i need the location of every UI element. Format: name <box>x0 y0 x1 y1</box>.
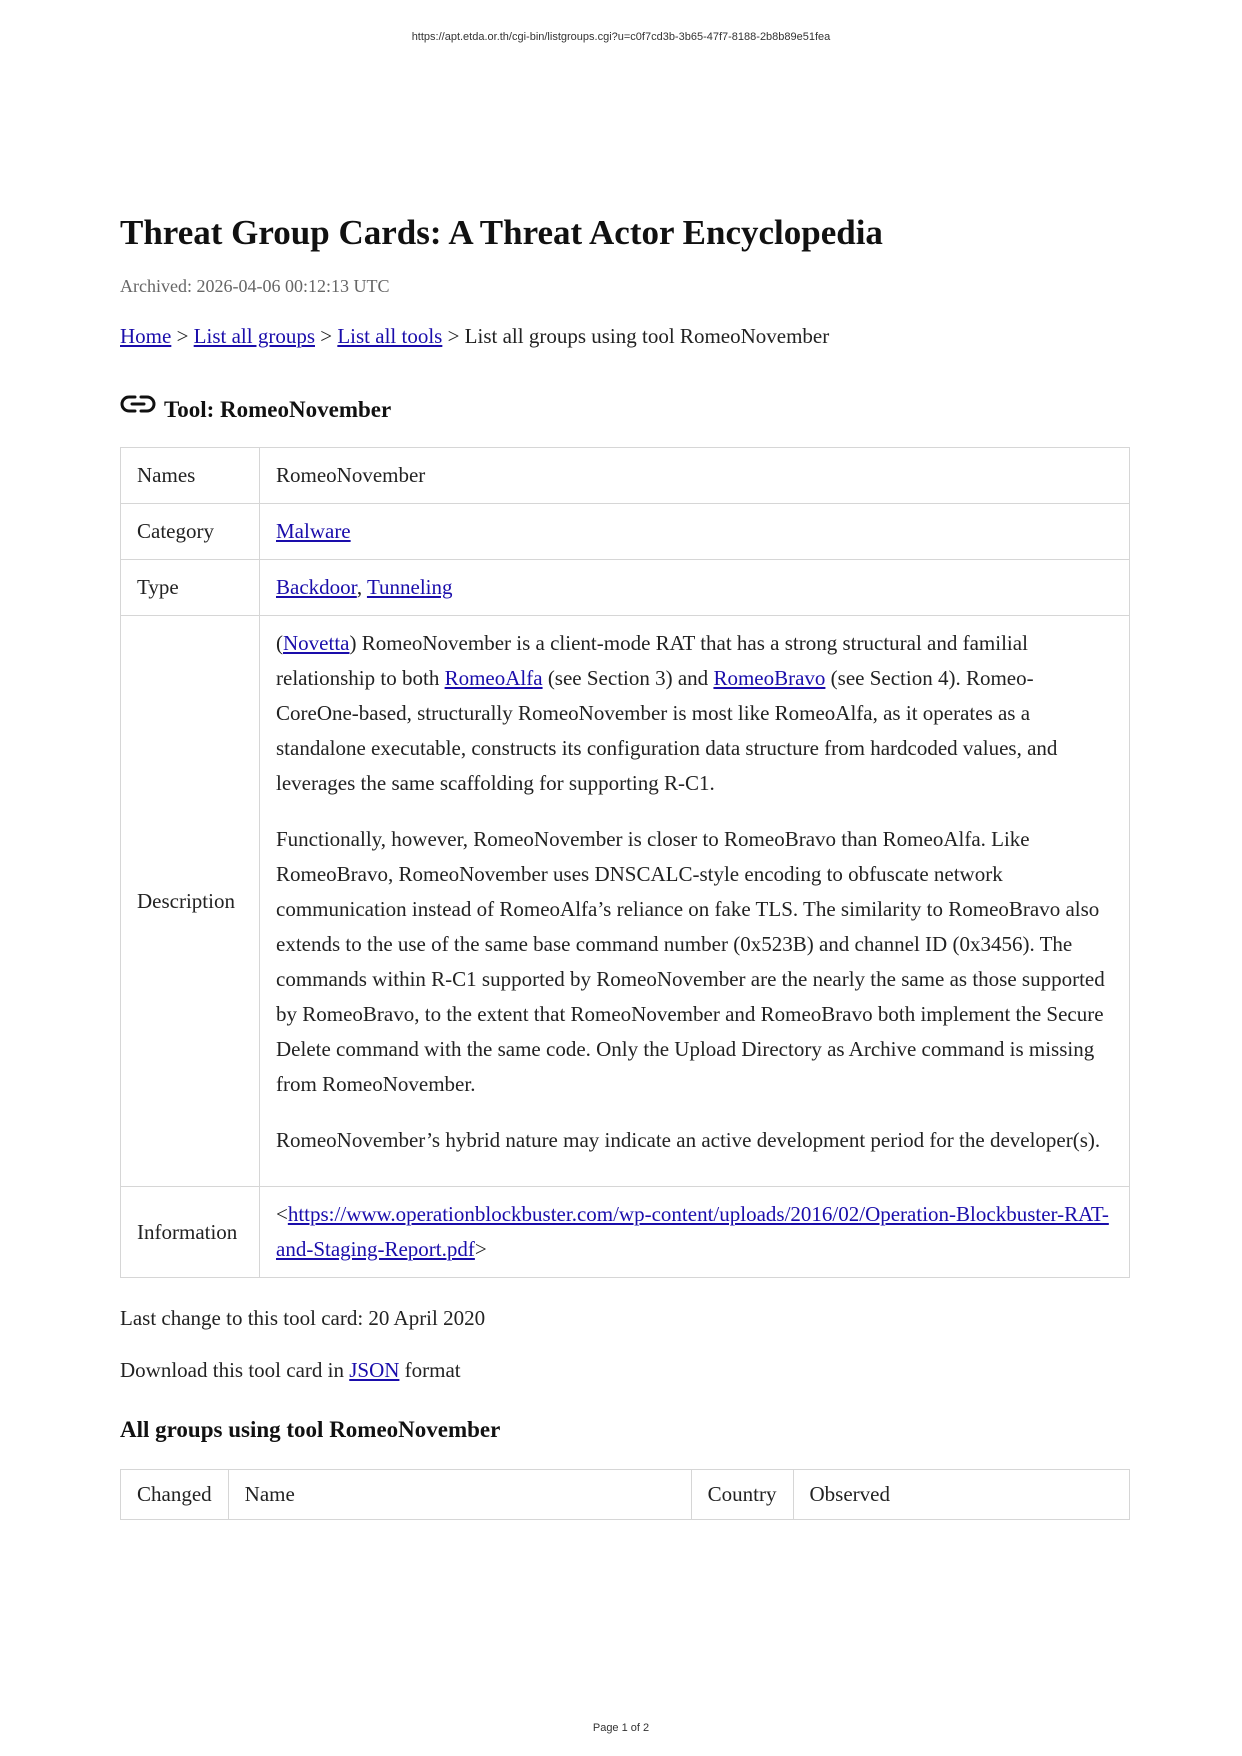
breadcrumb-current: > List all groups using tool RomeoNovember <box>442 324 830 348</box>
description-text: ) RomeoNovember is a client-mode RAT that has a strong structural and familial relationship to both <box>276 631 1028 690</box>
category-label: Category <box>121 504 260 560</box>
groups-section-heading: All groups using tool RomeoNovember <box>120 1417 501 1442</box>
type-label: Type <box>121 560 260 616</box>
groups-table <box>120 1469 1130 1520</box>
column-header-country[interactable]: Country <box>691 1470 793 1520</box>
download-suffix: format <box>399 1358 461 1382</box>
category-row <box>121 504 1130 560</box>
description-paragraph-2: Functionally, however, RomeoNovember is closer to RomeoBravo than RomeoAlfa. Like RomeoBravo, RomeoNovember uses DNSCALC-style encoding to obfuscate network communication instead of RomeoAlfa’s reliance on fake TLS. The similarity to RomeoBravo also extends to the use of the same base command number (0x523B) and channel ID (0x3456). The commands within R-C1 supported by RomeoNovember are the nearly the same as those supported by RomeoBravo, to the extent that RomeoNovember and RomeoBravo both implement the Secure Delete command with the same code. Only the Upload Directory as Archive command is missing from RomeoNovember. <box>276 827 1105 1096</box>
category-value <box>260 504 1130 560</box>
romeoalfa-link[interactable]: RomeoAlfa <box>444 666 543 690</box>
breadcrumb-home-link[interactable]: Home <box>120 324 172 348</box>
breadcrumb-groups-link[interactable]: List all groups <box>193 324 315 348</box>
type-separator: , <box>356 575 367 599</box>
breadcrumb <box>120 324 1130 349</box>
type-backdoor-link[interactable]: Backdoor <box>276 575 357 599</box>
page-title: Threat Group Cards: A Threat Actor Encyclopedia <box>120 213 883 252</box>
description-paragraph-1 <box>276 626 1113 801</box>
archived-timestamp: Archived: 2026-04-06 00:12:13 UTC <box>120 276 390 296</box>
breadcrumb-separator: > <box>315 324 338 348</box>
tool-info-table <box>120 447 1130 1278</box>
report-url-link[interactable]: https://www.operationblockbuster.com/wp-content/uploads/2016/02/Operation-Blockbuster-RAT-and-Staging-Report.pdf <box>276 1202 1109 1261</box>
type-tunneling-link[interactable]: Tunneling <box>366 575 453 599</box>
names-row <box>121 448 1130 504</box>
groups-header-row <box>121 1470 1130 1520</box>
description-label: Description <box>121 616 260 1187</box>
description-text: (see Section 4). Romeo-CoreOne-based, structurally RomeoNovember is most like RomeoAlfa, as it operates as a standalone executable, constructs its configuration data structure from hardcoded values, and leverages the same scaffolding for supporting R-C1. <box>276 666 1058 795</box>
angle-open: < <box>276 1202 288 1226</box>
print-url-header: https://apt.etda.or.th/cgi-bin/listgroups.cgi?u=c0f7cd3b-3b65-47f7-8188-2b8b89e51fea <box>411 31 831 43</box>
description-value <box>260 616 1130 1187</box>
names-value: RomeoNovember <box>260 448 1130 504</box>
description-text: (see Section 3) and <box>542 666 714 690</box>
names-label: Names <box>121 448 260 504</box>
column-header-observed[interactable]: Observed <box>793 1470 1130 1520</box>
type-row <box>121 560 1130 616</box>
download-prefix: Download this tool card in <box>120 1358 350 1382</box>
breadcrumb-separator: > <box>171 324 194 348</box>
romeobravo-link[interactable]: RomeoBravo <box>713 666 826 690</box>
tool-heading <box>120 391 1130 423</box>
type-value <box>260 560 1130 616</box>
link-icon[interactable] <box>120 391 156 417</box>
column-header-changed[interactable]: Changed <box>121 1470 229 1520</box>
breadcrumb-tools-link[interactable]: List all tools <box>337 324 443 348</box>
paren-open: ( <box>276 631 283 655</box>
page-number: Page 1 of 2 <box>592 1722 650 1734</box>
main-content <box>120 212 1130 1520</box>
category-malware-link[interactable]: Malware <box>276 519 351 543</box>
download-line <box>120 1358 1130 1383</box>
information-row <box>121 1187 1130 1278</box>
description-paragraph-3: RomeoNovember’s hybrid nature may indicate an active development period for the developer(s). <box>276 1128 1101 1152</box>
information-value <box>260 1187 1130 1278</box>
angle-close: > <box>474 1237 487 1261</box>
last-change-text: Last change to this tool card: 20 April 2020 <box>120 1306 486 1330</box>
information-label: Information <box>121 1187 260 1278</box>
column-header-name[interactable]: Name <box>228 1470 691 1520</box>
source-novetta-link[interactable]: Novetta <box>283 631 350 655</box>
tool-title: Tool: RomeoNovember <box>164 397 392 422</box>
description-row <box>121 616 1130 1187</box>
json-download-link[interactable]: JSON <box>349 1358 400 1382</box>
